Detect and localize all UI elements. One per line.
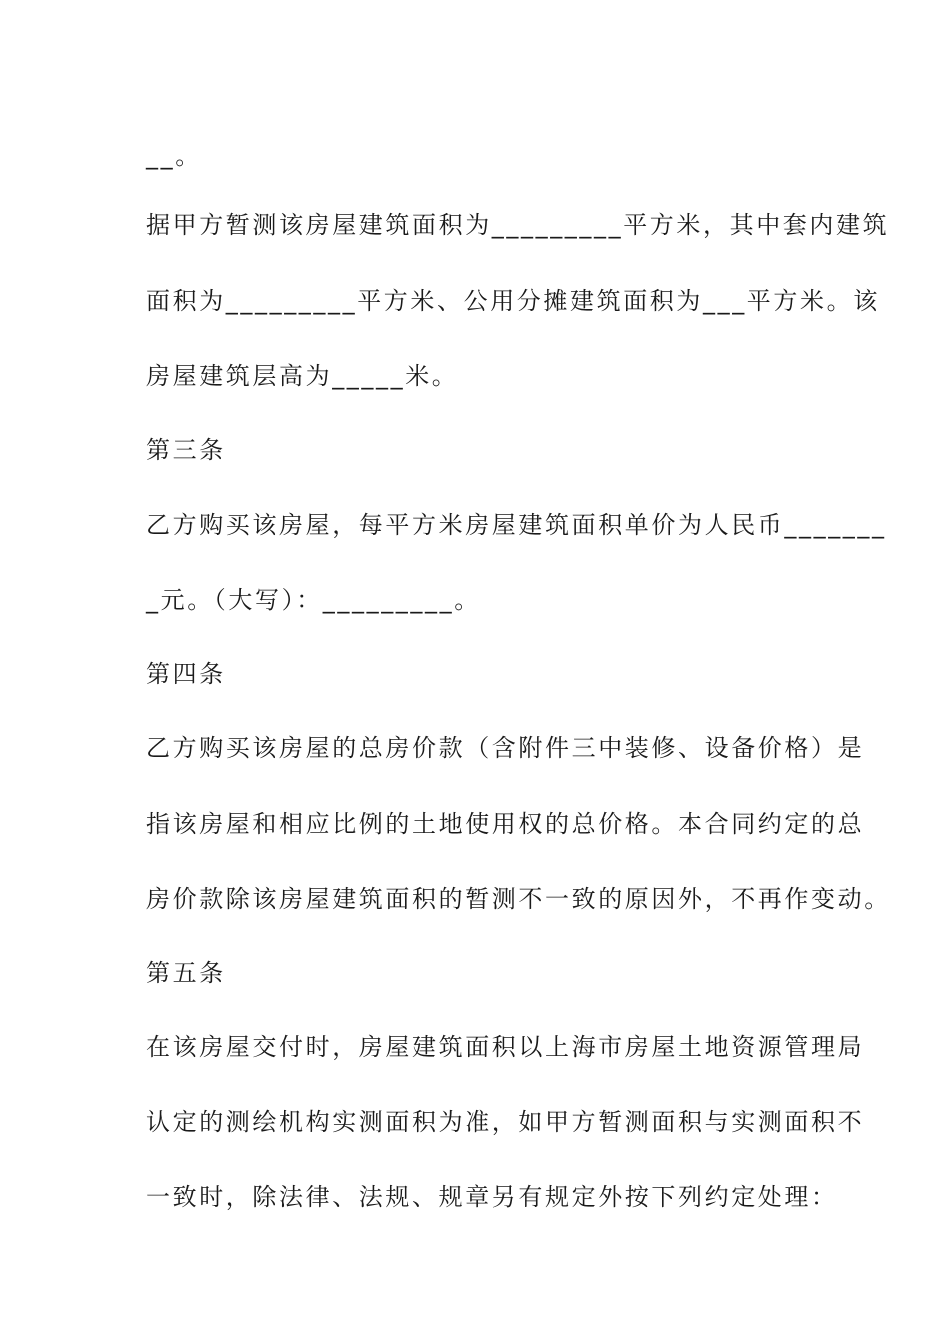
- text-line-total-price-3: 房价款除该房屋建筑面积的暂测不一致的原因外，不再作变动。: [146, 885, 891, 913]
- text-line-total-price-1: 乙方购买该房屋的总房价款（含附件三中装修、设备价格）是: [146, 734, 865, 762]
- text-line-measurement-3: 一致时，除法律、法规、规章另有规定外按下列约定处理：: [146, 1183, 838, 1211]
- article-4-heading: 第四条: [146, 660, 226, 688]
- text-line-floor-height: 房屋建筑层高为_____米。: [146, 362, 459, 390]
- text-line-total-price-2: 指该房屋和相应比例的土地使用权的总价格。本合同约定的总: [146, 810, 865, 838]
- text-line-area-continuation: __。: [146, 142, 202, 170]
- text-line-unit-price: 乙方购买该房屋，每平方米房屋建筑面积单价为人民币_______: [146, 511, 887, 539]
- text-line-measurement-1: 在该房屋交付时，房屋建筑面积以上海市房屋土地资源管理局: [146, 1033, 865, 1061]
- text-line-price-in-words: _元。（大写）：_________。: [146, 586, 481, 614]
- text-line-measurement-2: 认定的测绘机构实测面积为准，如甲方暂测面积与实测面积不: [146, 1108, 865, 1136]
- text-line-building-area: 据甲方暂测该房屋建筑面积为_________平方米，其中套内建筑: [146, 211, 890, 239]
- article-3-heading: 第三条: [146, 436, 226, 464]
- text-line-shared-area: 面积为_________平方米、公用分摊建筑面积为___平方米。该: [146, 287, 880, 315]
- article-5-heading: 第五条: [146, 959, 226, 987]
